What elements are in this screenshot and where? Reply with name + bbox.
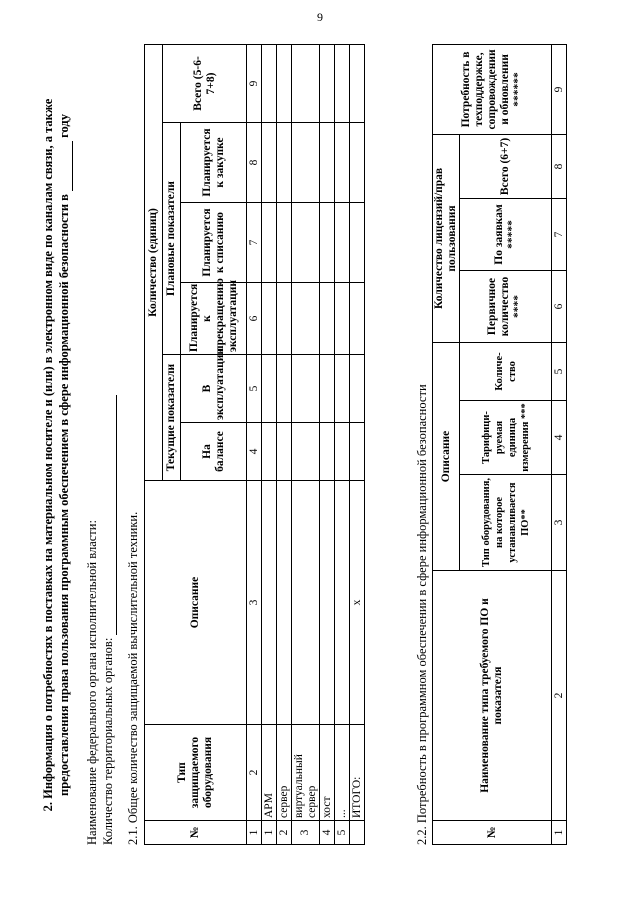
col-number: 2 xyxy=(552,571,567,821)
col-number: 4 xyxy=(552,401,567,475)
col-number: 4 xyxy=(247,423,262,481)
header-unit: Тарифици-руемая единица измерения *** xyxy=(460,401,552,475)
territorial-line xyxy=(101,395,117,845)
header-primary: Первичное количество **** xyxy=(460,270,552,342)
table-row xyxy=(292,45,320,845)
heading-line-1: 2. Информация о потребностях в поставках на материальном носителе и (или) в электронном виде по каналам связи, а также xyxy=(41,98,55,812)
section22-title: 2.2. Потребность в программном обеспечении в сфере информационной безопасности xyxy=(415,384,429,845)
table-row xyxy=(277,45,292,845)
header-in-operation: В эксплуатации xyxy=(181,355,247,423)
table-row xyxy=(335,45,350,845)
row-num xyxy=(350,821,365,845)
header-licenses: Количество лицензий/прав пользования xyxy=(433,134,460,342)
row-num: 1 xyxy=(262,821,277,845)
territorial-blank xyxy=(101,395,117,635)
header-description: Описание xyxy=(145,481,247,725)
equipment-table xyxy=(144,44,365,845)
row-type: хост xyxy=(320,725,335,821)
col-number: 6 xyxy=(552,270,567,342)
row-type: ИТОГО: xyxy=(350,725,365,821)
page-number: 9 xyxy=(317,10,323,24)
header-by-requests: По заявкам ***** xyxy=(460,198,552,270)
header-num: № xyxy=(145,821,247,845)
row-num: 5 xyxy=(335,821,350,845)
header-description: Описание xyxy=(433,342,460,570)
total-row xyxy=(350,45,365,845)
col-number: 7 xyxy=(247,203,262,283)
header-num: № xyxy=(433,821,552,845)
header-total: Всего (6+7) xyxy=(460,134,552,198)
header-support: Потребность в техподдержке, сопровождении и обновлении ****** xyxy=(433,44,552,134)
header-plan-writeoff: Планируется к списанию xyxy=(181,203,247,283)
header-name: Наименование типа требуемого ПО и показателя xyxy=(433,571,552,821)
year-blank xyxy=(56,141,73,191)
row-type: сервер xyxy=(277,725,292,821)
column-numbers-row xyxy=(552,44,567,844)
org-name-label: Наименование федерального органа исполнительной власти: xyxy=(85,520,99,845)
header-count: Количе-ство xyxy=(460,342,552,400)
col-number: 8 xyxy=(247,123,262,203)
col-number: 1 xyxy=(552,821,567,845)
row-type: виртуальный сервер xyxy=(292,725,320,821)
col-number: 6 xyxy=(247,283,262,355)
col-number: 5 xyxy=(552,342,567,400)
org-name-line xyxy=(85,520,100,845)
table-row xyxy=(320,45,335,845)
header-plan-purchase: Планируется к закупке xyxy=(181,123,247,203)
header-quantity: Количество (единиц) xyxy=(145,45,163,481)
col-number: 1 xyxy=(247,821,262,845)
col-number: 9 xyxy=(552,44,567,134)
header-plan-stop: Планируется к прекращению эксплуатации xyxy=(181,283,247,355)
col-number: 2 xyxy=(247,725,262,821)
section21-title: 2.1. Общее количество защищаемой вычислительной техники. xyxy=(126,511,140,845)
column-numbers-row xyxy=(247,45,262,845)
header-current: Текущие показатели xyxy=(163,355,181,481)
col-number: 5 xyxy=(247,355,262,423)
col-number: 3 xyxy=(247,481,262,725)
col-number: 9 xyxy=(247,45,262,123)
row-type: ... xyxy=(335,725,350,821)
header-type: Тип защищаемого оборудования xyxy=(145,725,247,821)
heading-line-2-year: году xyxy=(57,114,71,138)
row-num: 3 xyxy=(292,821,320,845)
header-total: Всего (5-6-7+8) xyxy=(163,45,247,123)
header-on-balance: На балансе xyxy=(181,423,247,481)
row-num: 2 xyxy=(277,821,292,845)
row-type: АРМ xyxy=(262,725,277,821)
col-number: 3 xyxy=(552,475,567,571)
row-num: 4 xyxy=(320,821,335,845)
header-equipment-type: Тип оборудования, на которое устанавливается ПО** xyxy=(460,475,552,571)
row-description: x xyxy=(350,481,365,725)
territorial-label: Количество территориальных органов: xyxy=(101,637,115,845)
col-number: 7 xyxy=(552,198,567,270)
heading-line-2-text: предоставления права пользования программным обеспечением в сфере информационной безопасности в xyxy=(57,194,71,796)
heading-line-2 xyxy=(56,45,73,865)
rotated-page-content xyxy=(40,25,600,885)
software-table xyxy=(432,44,567,845)
table-row xyxy=(262,45,277,845)
col-number: 8 xyxy=(552,134,567,198)
header-planned: Плановые показатели xyxy=(163,123,181,355)
section-heading xyxy=(40,45,73,865)
